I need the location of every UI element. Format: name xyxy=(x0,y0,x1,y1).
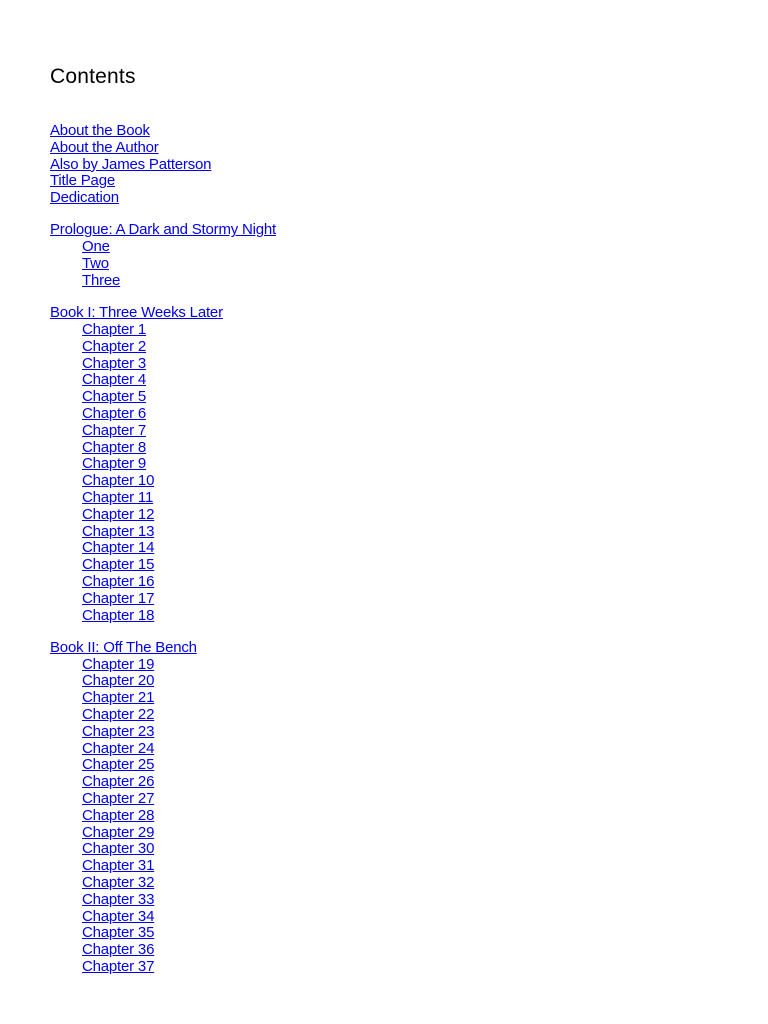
toc-item-link[interactable]: Chapter 10 xyxy=(82,472,155,490)
page-title: Contents xyxy=(50,65,136,88)
toc-item-link[interactable]: Chapter 8 xyxy=(82,438,147,456)
toc-item-link[interactable]: Chapter 25 xyxy=(82,756,155,774)
toc-item-link[interactable]: Chapter 30 xyxy=(82,840,155,858)
toc-item-link[interactable]: Chapter 24 xyxy=(82,739,155,757)
toc-item-link[interactable]: Chapter 16 xyxy=(82,572,155,590)
toc-link-about-the-author[interactable]: About the Author xyxy=(50,138,159,156)
toc-item-link[interactable]: Chapter 2 xyxy=(82,337,147,355)
toc-part-items xyxy=(50,239,276,289)
toc-part-prologue xyxy=(50,222,276,289)
toc-item-link[interactable]: Chapter 35 xyxy=(82,924,155,942)
toc-item-link[interactable]: Chapter 34 xyxy=(82,907,155,925)
toc-item-link[interactable]: Chapter 9 xyxy=(82,455,147,473)
toc-item-link[interactable]: Chapter 1 xyxy=(82,320,147,338)
toc-item-link[interactable]: Chapter 31 xyxy=(82,857,155,875)
toc-part-link[interactable]: Book I: Three Weeks Later xyxy=(50,304,223,322)
toc-item-link[interactable]: Chapter 4 xyxy=(82,371,147,389)
toc-part-book-2 xyxy=(50,640,276,976)
toc-item-link[interactable]: Chapter 22 xyxy=(82,706,155,723)
toc-link-title-page[interactable]: Title Page xyxy=(50,172,115,190)
toc-item-link[interactable]: Chapter 3 xyxy=(82,354,147,372)
toc-part-link[interactable]: Prologue: A Dark and Stormy Night xyxy=(50,221,277,239)
toc-item-link[interactable]: Chapter 21 xyxy=(82,689,155,707)
table-of-contents xyxy=(50,123,276,976)
toc-item-link[interactable]: Chapter 7 xyxy=(82,421,147,439)
toc-item-link[interactable]: Chapter 36 xyxy=(82,941,155,959)
toc-item-link[interactable]: Chapter 14 xyxy=(82,539,155,557)
toc-item-link[interactable]: Two xyxy=(82,255,109,273)
toc-item-link[interactable]: Chapter 37 xyxy=(82,957,155,975)
toc-item-link[interactable]: Chapter 5 xyxy=(82,388,147,406)
toc-item-link[interactable]: Chapter 26 xyxy=(82,773,155,791)
toc-item-link[interactable]: Chapter 28 xyxy=(82,806,155,824)
toc-link-dedication[interactable]: Dedication xyxy=(50,189,119,207)
toc-item-link[interactable]: Chapter 6 xyxy=(82,404,147,422)
toc-part-items xyxy=(50,322,276,624)
front-matter-group xyxy=(50,123,276,207)
toc-item-link[interactable]: Chapter 29 xyxy=(82,823,155,841)
toc-item-link[interactable]: Chapter 19 xyxy=(82,655,155,673)
toc-part-items xyxy=(50,657,276,976)
toc-link-about-the-book[interactable]: About the Book xyxy=(50,122,150,139)
toc-item-link[interactable]: Chapter 23 xyxy=(82,722,155,740)
toc-item-link[interactable]: Chapter 18 xyxy=(82,606,155,624)
toc-item-link[interactable]: Three xyxy=(82,271,121,289)
toc-item-link[interactable]: Chapter 11 xyxy=(82,488,154,506)
toc-item-link[interactable]: One xyxy=(82,238,110,256)
toc-part-book-1 xyxy=(50,305,276,624)
toc-part-link[interactable]: Book II: Off The Bench xyxy=(50,638,197,656)
toc-item-link[interactable]: Chapter 13 xyxy=(82,522,155,540)
toc-item-link[interactable]: Chapter 33 xyxy=(82,890,155,908)
toc-item-link[interactable]: Chapter 17 xyxy=(82,589,155,607)
toc-item-link[interactable]: Chapter 12 xyxy=(82,505,155,523)
toc-item-link[interactable]: Chapter 20 xyxy=(82,672,155,690)
toc-link-also-by[interactable]: Also by James Patterson xyxy=(50,155,212,173)
toc-item-link[interactable]: Chapter 15 xyxy=(82,556,155,574)
toc-item-link[interactable]: Chapter 32 xyxy=(82,873,155,891)
toc-item-link[interactable]: Chapter 27 xyxy=(82,789,155,807)
